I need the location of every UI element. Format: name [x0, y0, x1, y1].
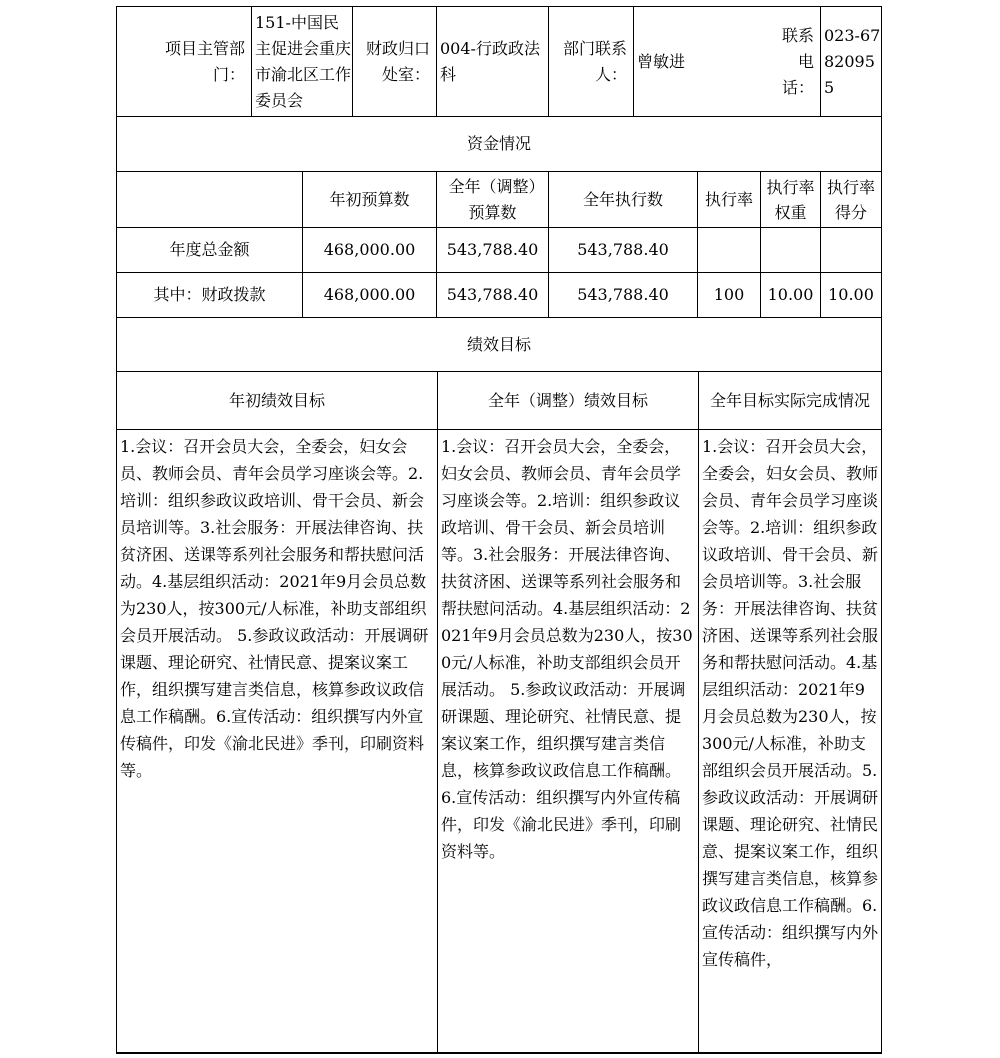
row-fiscal-adjusted: 543,788.40: [446, 285, 539, 304]
dept-value: 151-中国民主促进会重庆市渝北区工作委员会: [255, 12, 352, 110]
row-total-executed: 543,788.40: [577, 240, 669, 259]
row-fiscal-weight: 10.00: [767, 285, 814, 304]
col-rate-score: 执行率得分: [826, 177, 875, 222]
row-total-rate-cell: [697, 227, 761, 273]
table-row-fiscal-label-cell: [116, 272, 303, 318]
funding-section-title-cell: [116, 116, 882, 172]
col-actual-cell: [698, 371, 882, 430]
finance-label-cell: [352, 6, 437, 117]
col-adjusted-goal: 全年（调整）绩效目标: [487, 390, 648, 410]
row-fiscal-initial: 468,000.00: [323, 285, 416, 304]
col-executed: 全年执行数: [582, 189, 663, 209]
phone-value: 023-67820955: [824, 25, 881, 97]
performance-section-title-cell: [116, 317, 882, 372]
row-total-weight-cell: [760, 227, 821, 273]
col-initial-budget-cell: [302, 171, 437, 228]
adjusted-goal-text-cell: [437, 429, 699, 1054]
col-rate-score-cell: [820, 171, 882, 228]
row-fiscal-score-cell: [820, 272, 882, 318]
phone-label: 联系电话：: [781, 25, 814, 97]
finance-value: 004-行政政法科: [440, 38, 540, 84]
row-fiscal-label: 其中：财政拨款: [153, 285, 266, 304]
col-adjusted-goal-cell: [437, 371, 699, 430]
contact-value: 曾敏进: [637, 51, 686, 71]
col-initial-goal: 年初绩效目标: [228, 390, 325, 410]
actual-text-cell: [698, 429, 882, 1054]
row-fiscal-executed-cell: [548, 272, 698, 318]
adjusted-goal-text: 1.会议：召开会员大会，全委会，妇女会员、教师会员、青年会员学习座谈会等。2.培训：组织参政议政培训、骨干会员、新会员培训等。3.社会服务：开展法律咨询、扶贫济困、送课等系列社会服务和帮扶慰问活动。4.基层组织活动：2021年9月会员总数为230人，按300元/人标准，补助支部组织会员开展活动。 5.参政议政活动：开展调研课题、理论研究、社情民意、提案议案工作，组织撰写建言类信息，核算参政议政信息工作稿酬。6.宣传活动：组织撰写内外宣传稿件，印发《渝北民进》季刊，印刷资料等。: [441, 437, 693, 861]
row-fiscal-initial-cell: [302, 272, 437, 318]
col-execution-rate: 执行率: [704, 189, 753, 209]
phone-value-cell: [820, 6, 882, 117]
performance-report-table: [116, 6, 882, 1054]
row-total-initial: 468,000.00: [323, 240, 416, 259]
phone-label-cell: [761, 6, 821, 117]
col-actual: 全年目标实际完成情况: [709, 390, 870, 410]
row-fiscal-weight-cell: [760, 272, 821, 318]
dept-label-cell: [116, 6, 252, 117]
col-rate-weight: 执行率权重: [766, 177, 815, 222]
contact-label: 部门联系人：: [562, 38, 627, 84]
row-total-executed-cell: [548, 227, 698, 273]
row-fiscal-executed: 543,788.40: [577, 285, 669, 304]
finance-value-cell: [436, 6, 549, 117]
row-fiscal-rate-cell: [697, 272, 761, 318]
row-total-score-cell: [820, 227, 882, 273]
dept-value-cell: [251, 6, 353, 117]
col-execution-rate-cell: [697, 171, 761, 228]
contact-label-cell: [548, 6, 634, 117]
actual-text: 1.会议：召开会员大会，全委会，妇女会员、教师会员、青年会员学习座谈会等。2.培训：组织参政议政培训、骨干会员、新会员培训等。3.社会服务：开展法律咨询、扶贫济困、送课等系列社会服务和帮扶慰问活动。4.基层组织活动：2021年9月会员总数为230人，按300元/人标准，补助支部组织会员开展活动。5.参政议政活动：开展调研课题、理论研究、社情民意、提案议案工作，组织撰写建言类信息，核算参政议政信息工作稿酬。6.宣传活动：组织撰写内外宣传稿件，: [702, 437, 879, 969]
row-total-adjusted: 543,788.40: [446, 240, 539, 259]
funding-header-blank: [116, 171, 303, 228]
initial-goal-text-cell: [116, 429, 438, 1054]
row-total-label: 年度总金额: [169, 240, 250, 259]
row-total-adjusted-cell: [436, 227, 549, 273]
performance-section-title: 绩效目标: [466, 334, 531, 354]
funding-section-title: 资金情况: [466, 134, 531, 153]
initial-goal-text: 1.会议：召开会员大会，全委会，妇女会员、教师会员、青年会员学习座谈会等。2.培训：组织参政议政培训、骨干会员、新会员培训等。3.社会服务：开展法律咨询、扶贫济困、送课等系列社会服务和帮扶慰问活动。4.基层组织活动：2021年9月会员总数为230人，按300元/人标准，补助支部组织会员开展活动。 5.参政议政活动：开展调研课题、理论研究、社情民意、提案议案工作，组织撰写建言类信息，核算参政议政信息工作稿酬。6.宣传活动：组织撰写内外宣传稿件，印发《渝北民进》季刊，印刷资料等。: [120, 437, 429, 780]
row-total-initial-cell: [302, 227, 437, 273]
row-fiscal-score: 10.00: [828, 285, 874, 304]
row-fiscal-adjusted-cell: [436, 272, 549, 318]
table-row-total-label-cell: [116, 227, 303, 273]
col-adjusted-budget-cell: [436, 171, 549, 228]
col-executed-cell: [548, 171, 698, 228]
col-rate-weight-cell: [760, 171, 821, 228]
col-initial-budget: 年初预算数: [329, 189, 410, 209]
dept-label: 项目主管部门：: [164, 38, 245, 84]
row-fiscal-rate: 100: [713, 285, 745, 304]
finance-label: 财政归口处室：: [365, 38, 430, 84]
col-initial-goal-cell: [116, 371, 438, 430]
col-adjusted-budget: 全年（调整）预算数: [448, 176, 537, 222]
